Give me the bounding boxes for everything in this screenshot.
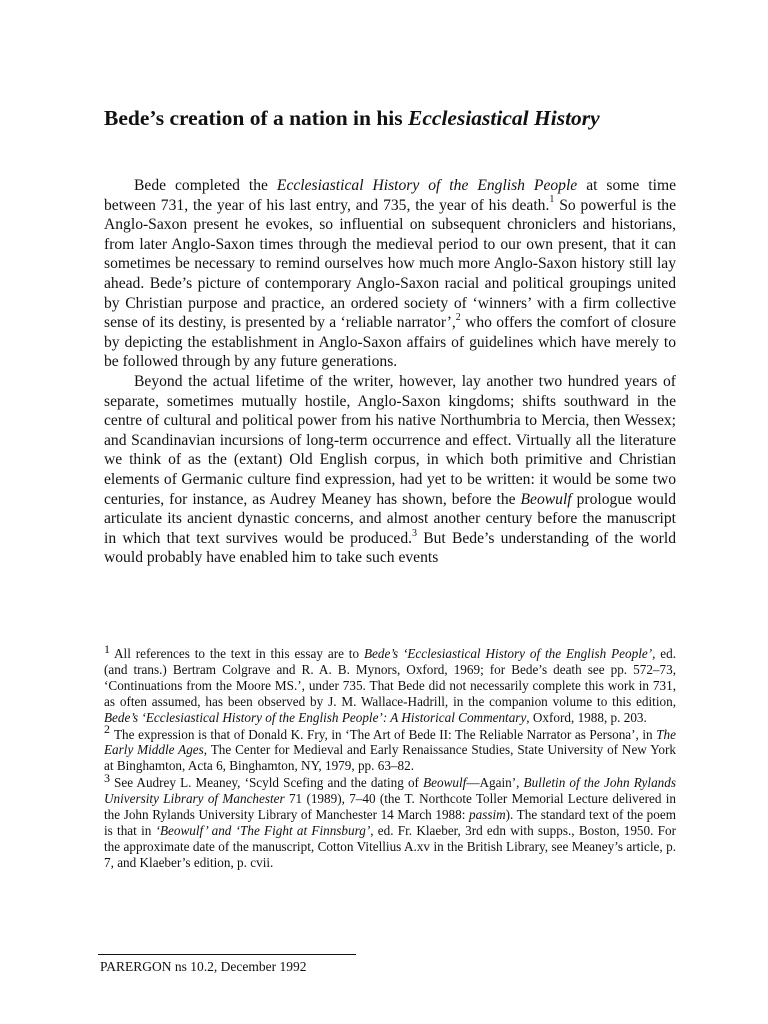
footnote-ref-2: 2 <box>455 311 461 323</box>
article-body <box>104 176 676 568</box>
footnote-2: 2 The expression is that of Donald K. Fry, in ‘The Art of Bede II: The Reliable Narrator as Persona’, in The Early Middle Ages, The Center for Medieval and Early Renaissance Studies, State University of New York at Binghamton, Acta 6, Binghamton, NY, 1979, pp. 63–82. <box>104 722 676 774</box>
work-title: Beowulf <box>520 490 572 508</box>
article-title <box>104 106 694 130</box>
footnote-number: 2 <box>104 722 110 737</box>
footnotes <box>104 641 677 872</box>
title-italic: Ecclesiastical History <box>408 106 600 130</box>
footnote-ref-3: 3 <box>412 527 418 539</box>
footnote-number: 3 <box>104 770 110 785</box>
title-text: Bede’s creation of a nation in his <box>104 106 409 130</box>
footnote-1: 1 All references to the text in this essay are to Bede’s ‘Ecclesiastical History of the English People’, ed. (and trans.) Bertram Colgrave and R. A. B. Mynors, Oxford, 1969; for Bede’s death see pp. 572–73, ‘Continuations from the Moore MS.’, under 735. That Bede did not necessarily complete this work in 731, as often assumed, has been observed by J. M. Wallace-Hadrill, in the companion volume to this edition, Bede’s ‘Ecclesiastical History of the English People’: A Historical Commentary, Oxford, 1988, p. 203. <box>104 641 677 725</box>
journal-footer: PARERGON ns 10.2, December 1992 <box>100 959 307 974</box>
footer-rule <box>98 954 356 955</box>
footnote-3: 3 See Audrey L. Meaney, ‘Scyld Scefing and the dating of Beowulf—Again’, Bulletin of the John Rylands University Library of Manchester 71 (1989), 7–40 (the T. Northcote Toller Memorial Lecture delivered in the John Rylands University Library of Manchester 14 March 1988: passim). The standard text of the poem is that in ‘Beowulf’ and ‘The Fight at Finnsburg’, ed. Fr. Klaeber, 3rd edn with supps., Boston, 1950. For the approximate date of the manuscript, Cotton Vitellius A.xv in the British Library, see Meaney’s article, p. 7, and Klaeber’s edition, p. cvii. <box>104 770 676 870</box>
paragraph-2: Beyond the actual lifetime of the writer, however, lay another two hundred years of separate, sometimes mutually hostile, Anglo-Saxon kingdoms; shifts southward in the centre of cultural and political power from his native Northumbria to Mercia, then Wessex; and Scandinavian incursions of long-term occurrence and effect. Virtually all the literature we think of as the (extant) Old English corpus, in which both primitive and Christian elements of Germanic culture find expression, had yet to be written: it would be some two centuries, for instance, as Audrey Meaney has shown, before the Beowulf prologue would articulate its ancient dynastic concerns, and almost another century before the manuscript in which that text survives would be produced.$^3$ But Bede’s understanding of the world would probably have enabled him to take such events <box>104 372 676 567</box>
footnote-number: 1 <box>104 641 110 656</box>
footnote-ref-1: 1 <box>549 194 555 206</box>
paragraph-1: Bede completed the Ecclesiastical History of the English People at some time between 731, the year of his last entry, and 735, the year of his death.$^1$ So powerful is the Anglo-Saxon present he evokes, so influential on subsequent chroniclers and historians, from later Anglo-Saxon times through the medieval period to our own present, that it can sometimes be necessary to remind ourselves how much more Anglo-Saxon history still lay ahead. Bede’s picture of contemporary Anglo-Saxon racial and political groupings united by Christian purpose and practice, an ordered society of ‘winners’ with a firm collective sense of its destiny, is presented by a ‘reliable narrator’,$^2$ who offers the comfort of closure by depicting the establishment in Anglo-Saxon affairs of guidelines which have merely to be followed through by any future generations. <box>104 177 676 371</box>
work-title: Ecclesiastical History of the English People <box>276 177 578 194</box>
